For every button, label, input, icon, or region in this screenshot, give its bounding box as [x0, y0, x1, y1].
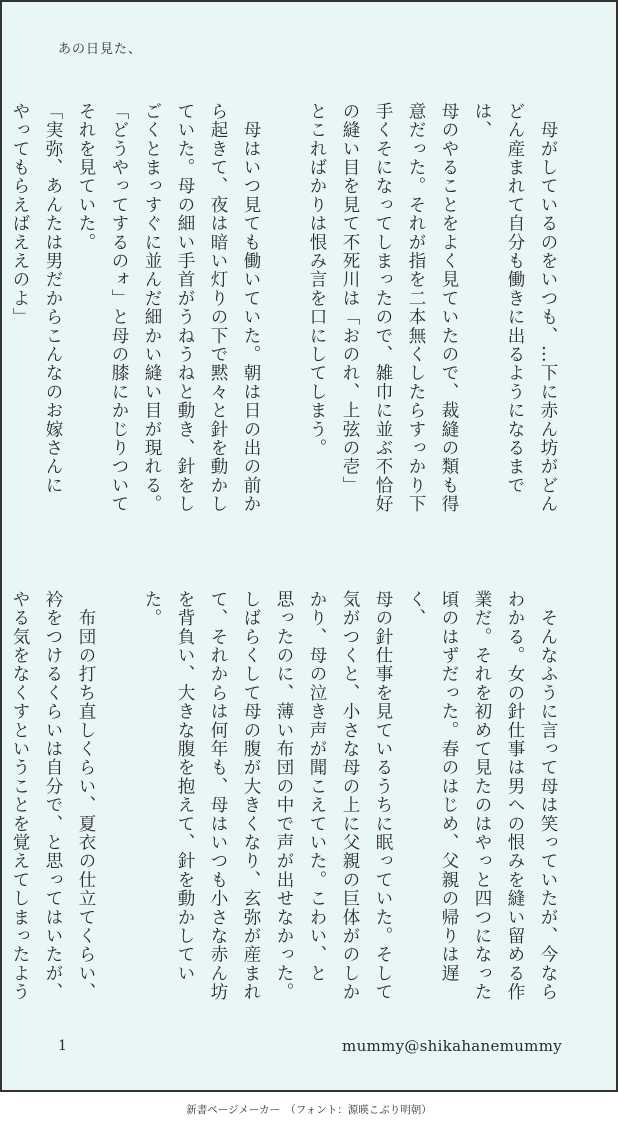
paragraph-gap	[102, 590, 135, 1010]
text-line: それを見ていた。	[76, 102, 96, 252]
text-line: そんなふうに言って母は笑っていたが、今なら	[538, 590, 558, 1002]
text-line: 母のやることをよく見ていたので、裁縫の類も得	[439, 102, 459, 514]
text-line: わかる。女の針仕事は男への恨みを縫い留める作	[505, 590, 525, 1002]
running-title: あの日見た、	[58, 42, 143, 57]
text-line: 業だ。それを初めて見たのはやっと四つになった	[472, 590, 492, 1002]
text-line	[0, 590, 3, 1010]
text-line: やる気をなくすということを覚えてしまったよう	[10, 590, 30, 1002]
text-line: ら起きて、夜は暗い灯りの下で黙々と針を動かし	[208, 102, 228, 514]
paragraph	[135, 590, 564, 1010]
text-line: 母の針仕事を見ているうちに眠っていた。そして	[373, 590, 393, 1002]
text-line: 衿をつけるくらいは自分で、と思ってはいたが、	[43, 590, 63, 1002]
text-line: の縫い目を見て不死川は「おのれ、上弦の壱」	[340, 102, 360, 495]
text-line: 頃のはずだった。春のはじめ、父親の帰りは遅く、	[406, 590, 459, 983]
text-line: ごくとまっすぐに並んだ細かい縫い目が現れる。	[142, 102, 162, 514]
text-line: 気がつくと、小さな母の上に父親の巨体がのしか	[340, 590, 360, 1002]
text-line: 「どうやってするのォ」と母の膝にかじりついて	[109, 102, 129, 514]
generator-credit: 新書ページメーカー （フォント：源暎こぶり明朝）	[186, 1104, 432, 1116]
text-line: とこればかりは恨み言を口にしてしまう。	[307, 102, 327, 458]
text-line: 意だった。それが指を二本無くしたらすっかり下	[406, 102, 426, 514]
text-line: 母はいつ見ても働いていた。朝は日の出の前か	[241, 102, 261, 514]
author-handle: mummy@shikahanemummy	[342, 1037, 562, 1055]
bottom-text-block	[0, 590, 564, 1010]
text-line: かり、母の泣き声が聞こえていた。こわい、と	[307, 590, 327, 983]
text-line: 思ったのに、薄い布団の中で声が出せなかった。	[274, 590, 294, 1002]
paragraph	[300, 102, 564, 532]
text-line: しばらくして母の腹が大きくなり、玄弥が産まれ	[241, 590, 261, 1002]
paragraph	[0, 590, 102, 1010]
text-line: ていた。母の細い手首がうねうねと動き、針をし	[175, 102, 195, 514]
text-line: 「実弥、あんたは男だからこんなのお嫁さんに	[43, 102, 63, 495]
text-line: 布団の打ち直しくらい、夏衣の仕立てくらい、	[76, 590, 96, 1002]
page-number: 1	[58, 1038, 67, 1054]
text-line: どん産まれて自分も働きに出るようになるまでは、	[472, 102, 525, 495]
paragraph-gap	[267, 102, 300, 532]
text-line: やってもらえばええのよ」	[10, 102, 30, 327]
text-line: を背負い、大きな腹を抱えて、針を動かしていた。	[142, 590, 195, 983]
paragraph	[3, 102, 267, 532]
text-line: て、それからは何年も、母はいつも小さな赤ん坊	[208, 590, 228, 1002]
top-text-block	[3, 102, 564, 532]
text-line: 母がしているのをいつも、…下に赤ん坊がどん	[538, 102, 558, 514]
text-line: 手くそになってしまったので、雑巾に並ぶ不恰好	[373, 102, 393, 514]
